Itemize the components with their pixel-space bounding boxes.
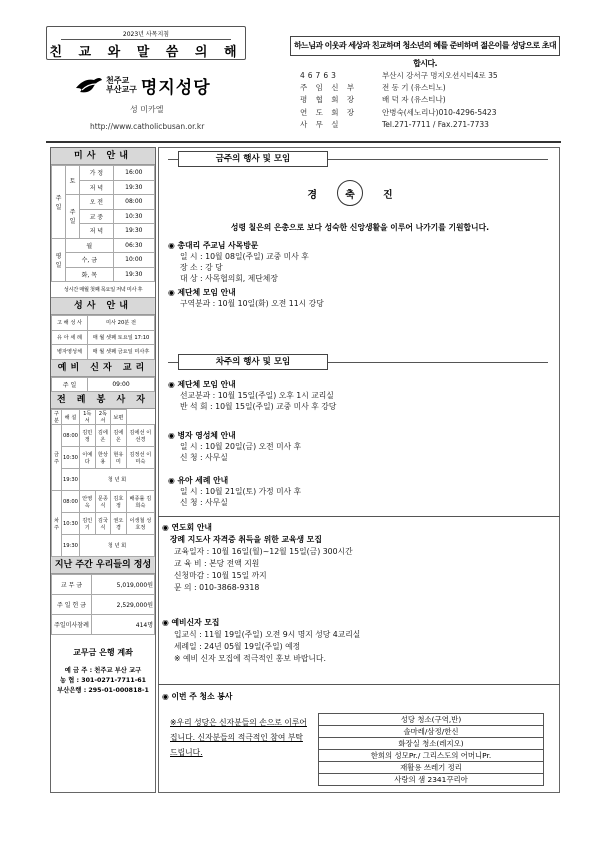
offering-heading: 지난 주간 우리들의 정성 (51, 557, 155, 574)
dove-icon (74, 74, 104, 96)
header-divider (46, 141, 561, 143)
tab-this-week: 금주의 행사 및 모임 (178, 151, 328, 167)
info-row: 46763 부산시 강서구 명지오션시티4로 35 (300, 71, 498, 80)
notice-catechumen-recruit: ◉ 예비신자 모집 입교식 : 11월 19일(주일) 오전 9시 명지 성당 4교리실 세례일 : 24년 05월 19일(주일) 예정 ※ 예비 신자 모집에 적극적인 홍보 바랍니다. (162, 618, 361, 663)
holy-hour-note: 성시간 매월 첫째 목요일 저녁 미사 후 (51, 282, 155, 298)
info-row: 평 협 회 장 배 덕 자 (유스티나) (300, 95, 446, 105)
bank-line: 예 금 주 : 천주교 부산 교구 (64, 667, 142, 674)
blessing-text: 성령 칠은의 은총으로 보다 성숙한 신앙생활을 이루어 나가기를 기원합니다. (230, 223, 490, 232)
parish-contact-info (300, 70, 498, 131)
cleaning-title: ◉ 이번 주 청소 봉사 (162, 692, 233, 701)
info-row: 주 임 신 부 전 동 기 (유스티노) (300, 83, 446, 93)
bank-title: 교무금 은행 계좌 (73, 648, 133, 657)
parish-logo (74, 68, 211, 102)
tab-next-week: 차주의 행사 및 모임 (178, 354, 328, 370)
cleaning-note: ※우리 성당은 신자분들의 손으로 이루어 집니다. 신자분들의 적극적인 참여 부탁드립니다. (170, 718, 307, 757)
event-group-meeting: ◉ 제단체 모임 안내 구역분과 : 10월 10일(화) 오전 11시 강당 (168, 288, 324, 308)
event-bishop-visit: ◉ 총대리 주교님 사목방문 일 시 : 10월 08일(주일) 교중 미사 후 장 소 : 강 당 대 상 : 사목협의회, 제단체장 (168, 241, 309, 283)
next-infant-baptism: ◉ 유아 세례 안내 일 시 : 10월 21일(토) 가정 미사 후 신 청 : 사무실 (168, 476, 302, 507)
next-sick-communion: ◉ 병자 영성체 안내 일 시 : 10월 20일(금) 오전 미사 후 신 청 : 사무실 (168, 431, 302, 462)
left-sidebar (50, 147, 156, 793)
theme-title: 친 교 와 말 씀 의 해 (49, 45, 243, 60)
congrats-seal-icon: 축 (337, 180, 363, 206)
section-divider (158, 516, 560, 517)
mass-heading: 미사 안내 (51, 148, 155, 165)
diocese-label: 천주교 부산교구 (106, 76, 137, 94)
section-divider (158, 684, 560, 685)
website-link[interactable]: http://www.catholicbusan.or.kr (90, 122, 205, 131)
sacrament-table: 고 해 성 사 미사 20분 전 유 아 세 례 매 월 셋째 토요일 17:10 병자영성체 매 월 셋째 금요일 미사후 (51, 315, 155, 360)
parish-name: 명지성당 (140, 77, 211, 98)
yearly-theme-box (46, 26, 246, 60)
altar-servers-table: 구 분 해 설 1독서 2독서 보편 금주 08:00 김민정 김에온 김에온 김에선 이선경 10:30 이예다 한상용 현유미 김정선 이미숙 19:30 청 년 회 차주 08:00 안영옥 문종식 김호정 배종률 김희숙 10:30 김인기 김국식 권오경 이생철 성호정 19:30 청 년 회 (51, 409, 155, 557)
catechism-heading: 예비 신자 교리 (51, 360, 155, 377)
next-group-meeting: ◉ 제단체 모임 안내 선교분과 : 10월 15일(주일) 오후 1시 교리실 반 석 회 : 10월 15일(주일) 교중 미사 후 강당 (168, 380, 337, 411)
sacrament-heading: 성사 안내 (51, 298, 155, 315)
info-row: 사 무 실 Tel.271-7711 / Fax.271-7733 (300, 119, 489, 129)
altar-servers-heading: 전 례 봉 사 자 (51, 392, 155, 409)
notice-funeral-course: ◉ 연도회 안내 장례 지도사 자격증 취득을 위한 교육생 모집 교육일자 : 10월 16일(월)~12월 15일(금) 300시간 교 육 비 : 본당 전액 지원 신청마감 : 10월 15일 까지 문 의 : 010-3868-9318 (162, 523, 353, 592)
cleaning-duty-table: 성당 청소(구역,반) 솔마레/삼정/한신 화장실 청소(레지오) 한희의 성모Pr./ 그리스도의 어머니Pr. 재활용 쓰레기 정리 사랑의 샘 2341꾸리아 (318, 713, 544, 786)
offering-table: 교 무 금 5,019,000원 주 일 헌 금 2,529,000원 주일미사참례 414명 (51, 574, 155, 635)
patron-saint: 성 미카엘 (130, 105, 164, 114)
mass-schedule-table: 주일 토 가 정 16:00 저 녁 19:30 주일 오 전 08:00 교 중 10:30 저 녁 19:30 평일 월 06:30 수, 금 10:00 화, 목 19:30 (51, 165, 155, 282)
congratulations-banner: 경 축 진 (285, 178, 415, 208)
info-row: 연 도 회 장 안병숙(세노리나)010-4296-5423 (300, 107, 497, 117)
slogan-banner: 하느님과 이웃과 세상과 친교하며 청소년의 혜를 준비하며 젊은이를 성당으로 초대합시다. (290, 36, 560, 56)
catechism-table: 주 일 09:00 (51, 377, 155, 393)
bank-line: 부산은행 : 295-01-000818-1 (57, 687, 149, 694)
year-label: 2023년 사목지침 (61, 29, 231, 40)
bank-line: 농 협 : 301-0271-7711-61 (59, 677, 147, 684)
bank-accounts (51, 635, 155, 696)
